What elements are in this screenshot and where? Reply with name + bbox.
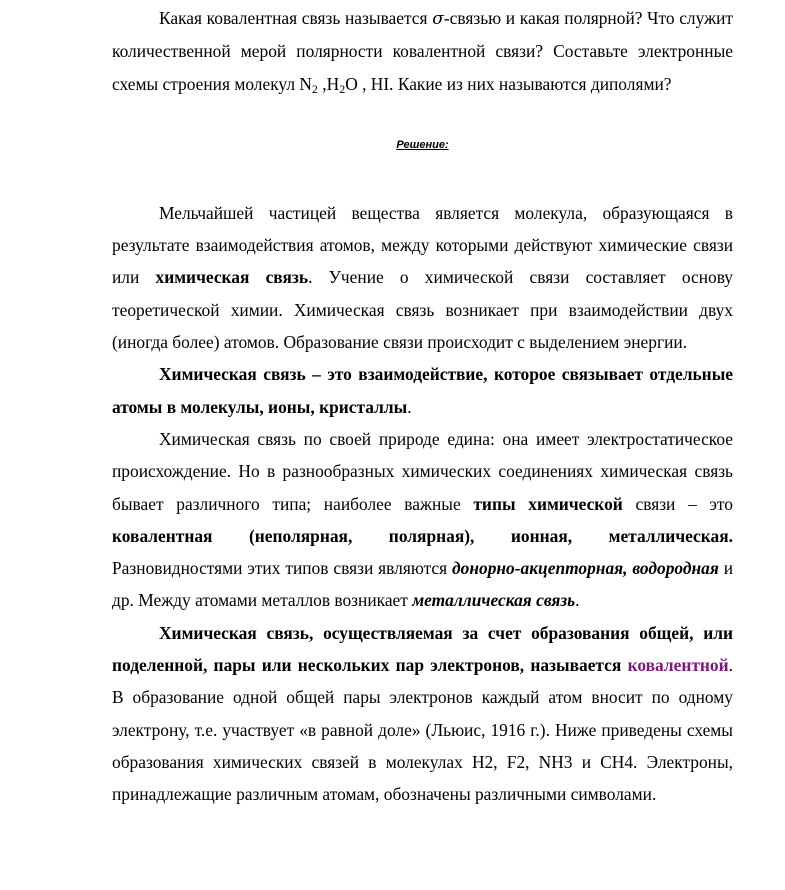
paragraph-2: [112, 358, 733, 423]
paragraph-3: [112, 423, 733, 617]
text-run: . Учение о химической связи составляет основу теоретической химии. Химическая связь возникает при взаимодействии двух (иногда более) атомов. Образование связи происходит с выделением энергии.: [112, 267, 734, 353]
text-run: .: [407, 396, 412, 417]
text-run: .: [575, 590, 580, 611]
bold-term: ковалентная (неполярная, полярная), ионная, металлическая.: [112, 525, 733, 546]
paragraph-1: [112, 197, 733, 358]
bold-term: химическая связь: [155, 267, 309, 288]
definition-bold: Химическая связь – это взаимодействие, которое связывает отдельные атомы в молекулы, ионы, кристаллы: [112, 364, 733, 417]
question-paragraph: [112, 0, 733, 105]
question-text: Какая ковалентная связь называется: [159, 8, 433, 28]
bold-term: типы химической: [473, 493, 623, 514]
text-run: Мельчайшей частицей вещества является молекула, образующаяся в результате взаимодействия атомов, между которыми действуют химические связи или: [112, 202, 733, 288]
bold-italic-term: донорно-акцепторная, водородная: [452, 558, 719, 579]
definition-bold: Химическая связь, осуществляемая за счет образования общей, или поделенной, пары или нескольких пар электронов, называется: [112, 622, 733, 676]
text-run: . В образование одной общей пары электронов каждый атом вносит по одному электрону, т.е. участвует «в равной доле» (Льюис, 1916 г.). Ниже приведены схемы образования химических связей в молекулах H2, F2, NH3 и CH4. Электроны, принадлежащие различным атомам, обозначены различными символами.: [112, 655, 733, 805]
text-run: Химическая связь по своей природе едина: она имеет электростатическое происхождение. Но в разнообразных химических соединениях химическая связь бывает различного типа; наиболее важные: [112, 428, 733, 514]
sigma-symbol: σ: [432, 9, 444, 29]
highlighted-term: ковалентной: [627, 655, 729, 676]
text-run: Разновидностями этих типов связи являются: [112, 558, 453, 579]
subscript: 2: [339, 81, 346, 96]
text-run: связи – это: [622, 493, 733, 514]
subscript: 2: [311, 81, 318, 96]
question-text: O , HI. Какие из них называются диполями?: [345, 73, 672, 94]
question-text: ,H: [317, 73, 340, 94]
paragraph-4: [112, 617, 733, 811]
solution-heading: Решение:: [396, 138, 449, 151]
document-page: [112, 0, 733, 811]
question-text: -связью и какая полярной? Что служит количественной мерой полярности ковалентной связи? Составьте электронные схемы строения молекул N: [112, 8, 733, 94]
bold-italic-term: металлическая связь: [412, 590, 576, 611]
text-run: и др. Между атомами металлов возникает: [112, 558, 734, 611]
